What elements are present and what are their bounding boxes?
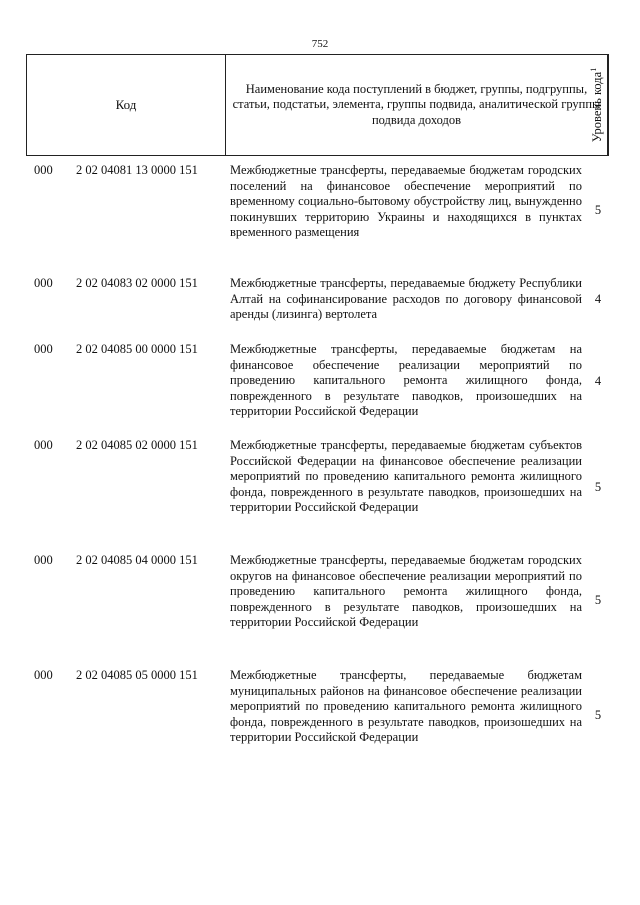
income-code: 2 02 04085 00 0000 151 (76, 342, 198, 356)
income-description: Межбюджетные трансферты, передаваемые бюджетам городских поселений на финансовое обеспечение мероприятий по временному социально-бытовому обустройству лиц, вынужденно покинувших территорию Украины и находящихся в пунктах временного размещения (230, 163, 582, 239)
income-code: 2 02 04085 05 0000 151 (76, 668, 198, 682)
income-code: 2 02 04083 02 0000 151 (76, 276, 198, 290)
header-code: Код (27, 55, 226, 155)
page-number: 752 (311, 38, 329, 50)
header-level-cell (583, 55, 610, 155)
admin-code: 000 (34, 276, 53, 290)
income-description: Межбюджетные трансферты, передаваемые бюджетам субъектов Российской Федерации на финансовое обеспечение реализации мероприятий по проведению капитального ремонта жилищного фонда, поврежденного в результате паводков, произошедших на территории Российской Федерации (230, 438, 582, 514)
code-level: 5 (594, 480, 602, 494)
header-level-text: Уровень кода (589, 71, 604, 143)
header-level (588, 68, 604, 142)
admin-code: 000 (34, 553, 53, 567)
income-description: Межбюджетные трансферты, передаваемые бюджетам на финансовое обеспечение реализации мероприятий по проведению капитального ремонта жилищного фонда, поврежденного в результате паводков, произошедших на территории Российской Федерации (230, 342, 582, 418)
code-level: 5 (594, 708, 602, 722)
income-description: Межбюджетные трансферты, передаваемые бюджету Республики Алтай на софинансирование расходов по договору финансовой аренды (лизинга) вертолета (230, 276, 582, 321)
header-level-footnote: 1 (588, 67, 598, 72)
admin-code: 000 (34, 668, 53, 682)
table-header (26, 54, 609, 156)
income-code: 2 02 04085 04 0000 151 (76, 553, 198, 567)
income-description: Межбюджетные трансферты, передаваемые бюджетам городских округов на финансовое обеспечение реализации мероприятий по проведению капитального ремонта жилищного фонда, поврежденного в результате паводков, произошедших на территории Российской Федерации (230, 553, 582, 629)
income-code: 2 02 04081 13 0000 151 (76, 163, 198, 177)
code-level: 4 (594, 292, 602, 306)
admin-code: 000 (34, 163, 53, 177)
admin-code: 000 (34, 438, 53, 452)
code-level: 5 (594, 593, 602, 607)
income-code: 2 02 04085 02 0000 151 (76, 438, 198, 452)
income-description: Межбюджетные трансферты, передаваемые бюджетам муниципальных районов на финансовое обеспечение реализации мероприятий по проведению капитального ремонта жилищного фонда, поврежденного в результате паводков, произошедших на территории Российской Федерации (230, 668, 582, 744)
header-name: Наименование кода поступлений в бюджет, группы, подгруппы, статьи, подстатьи, элемента, группы подвида, аналитической группы подвида доходов (226, 55, 608, 155)
code-level: 5 (594, 203, 602, 217)
admin-code: 000 (34, 342, 53, 356)
code-level: 4 (594, 374, 602, 388)
